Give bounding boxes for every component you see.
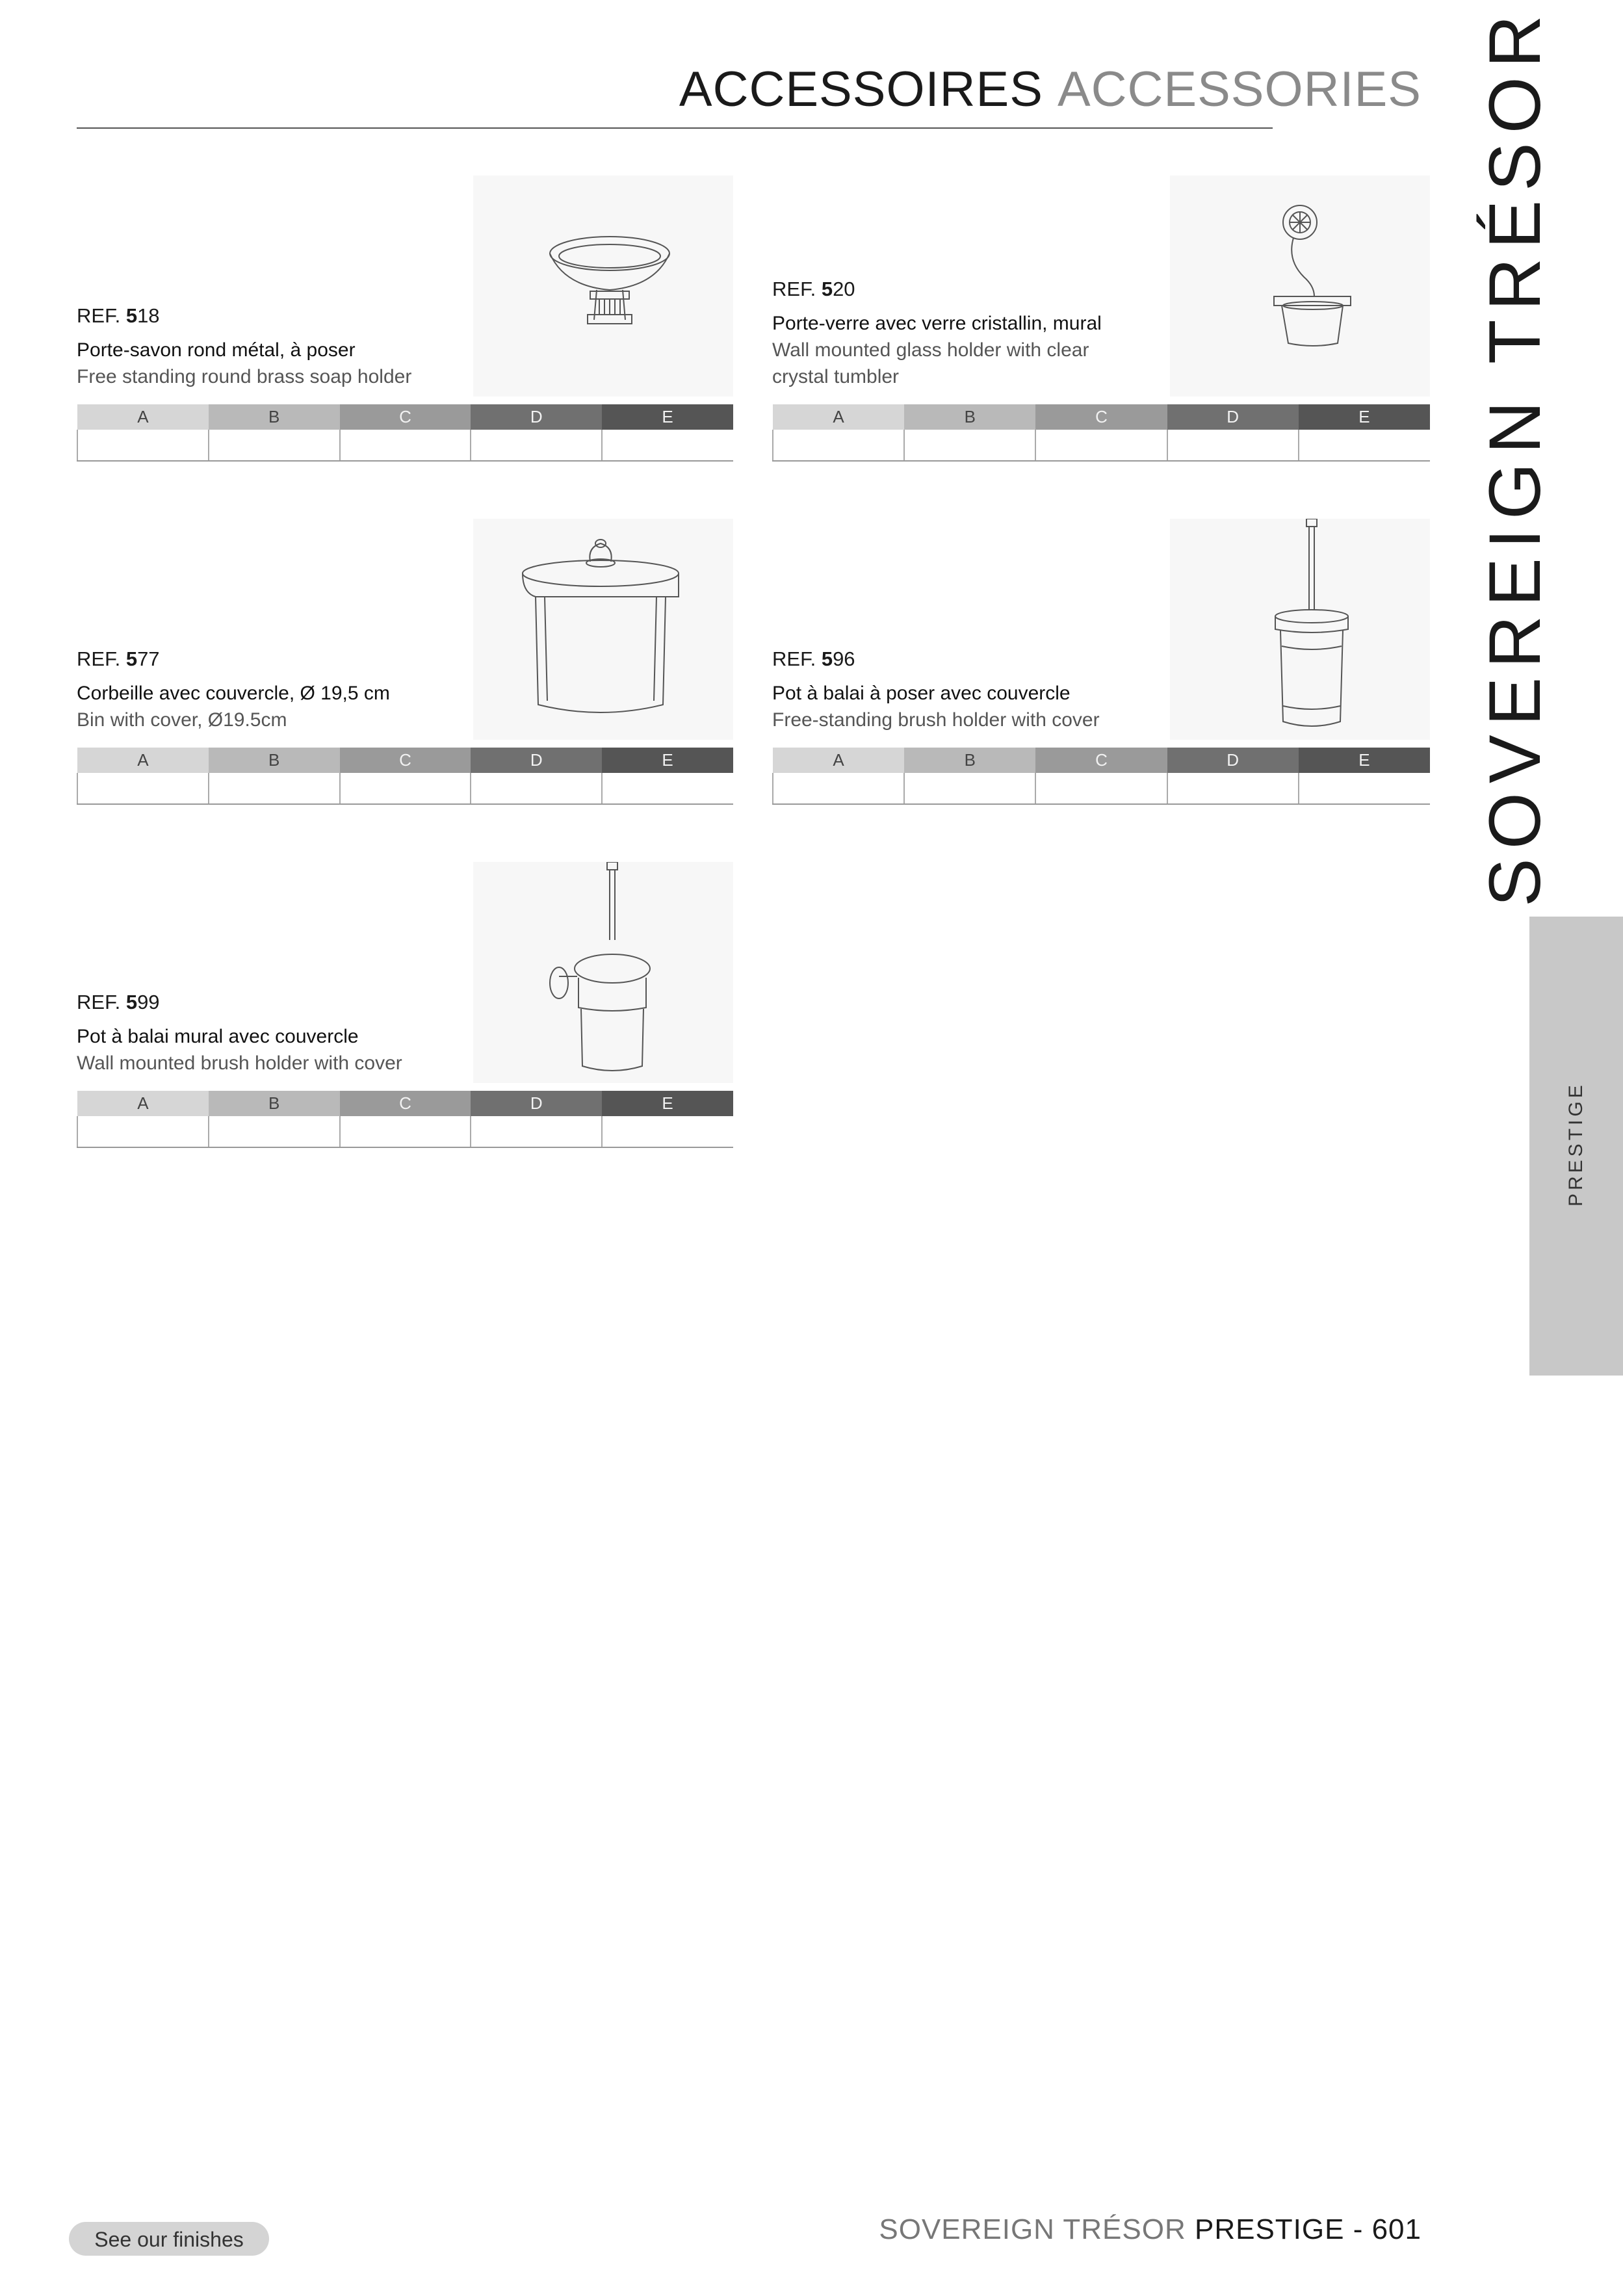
finish-cell — [904, 430, 1035, 461]
glass-holder-icon — [1170, 176, 1430, 397]
product-description-en: Bin with cover, Ø19.5cm — [77, 709, 287, 731]
finish-cell — [209, 773, 340, 804]
finish-cell — [1035, 773, 1167, 804]
bin-icon — [473, 519, 733, 740]
see-finishes-button[interactable]: See our finishes — [69, 2222, 269, 2256]
finish-header-e: E — [1299, 404, 1430, 430]
finish-header-d: D — [471, 748, 602, 773]
finish-cell — [77, 430, 209, 461]
product-ref: REF. 599 — [77, 990, 160, 1013]
product-ref: REF. 577 — [77, 647, 160, 670]
finish-header-e: E — [602, 1091, 733, 1116]
finish-cell — [340, 430, 471, 461]
finishes-table — [77, 404, 733, 462]
finish-cell — [77, 1116, 209, 1147]
finish-header-e: E — [602, 404, 733, 430]
product-description-en: Free standing round brass soap holder — [77, 365, 412, 387]
finish-header-a: A — [773, 748, 904, 773]
wall-brush-holder-icon — [473, 862, 733, 1083]
finish-cell — [602, 430, 733, 461]
finish-cell — [773, 773, 904, 804]
finish-header-b: B — [904, 404, 1035, 430]
product-card — [77, 519, 733, 805]
product-description-fr: Corbeille avec couvercle, Ø 19,5 cm — [77, 682, 390, 704]
product-description-fr: Porte-verre avec verre cristallin, mural — [772, 313, 1102, 334]
finish-cell — [77, 773, 209, 804]
finish-header-d: D — [471, 404, 602, 430]
finish-header-c: C — [340, 748, 471, 773]
finish-header-a: A — [77, 404, 209, 430]
finish-cell — [602, 773, 733, 804]
finish-cell — [602, 1116, 733, 1147]
finish-cell — [1299, 773, 1430, 804]
finish-header-c: C — [340, 1091, 471, 1116]
page-title — [679, 62, 1422, 117]
finishes-table — [77, 1091, 733, 1148]
title-french: ACCESSOIRES — [679, 62, 1043, 117]
finish-header-c: C — [340, 404, 471, 430]
finish-header-b: B — [209, 1091, 340, 1116]
product-card — [77, 176, 733, 462]
finish-header-e: E — [602, 748, 733, 773]
finish-cell — [773, 430, 904, 461]
finish-cell — [904, 773, 1035, 804]
title-english: ACCESSORIES — [1057, 62, 1422, 117]
header-divider — [77, 127, 1273, 129]
finish-header-e: E — [1299, 748, 1430, 773]
product-description-en: Wall mounted brush holder with cover — [77, 1052, 402, 1074]
finish-header-a: A — [77, 748, 209, 773]
finish-header-b: B — [209, 404, 340, 430]
finishes-table — [772, 404, 1430, 462]
finish-header-d: D — [471, 1091, 602, 1116]
brush-holder-icon — [1170, 519, 1430, 740]
product-description-en: Wall mounted glass holder with clear crystal tumbler — [772, 339, 1089, 387]
collection-vertical-title: SOVEREIGN TRÉSOR — [1474, 6, 1555, 907]
finish-cell — [1035, 430, 1167, 461]
section-tab-label: PRESTIGE — [1565, 1082, 1587, 1207]
product-card — [772, 176, 1430, 462]
soap-holder-icon — [473, 176, 733, 397]
product-description-en: Free-standing brush holder with cover — [772, 709, 1100, 731]
finish-cell — [209, 1116, 340, 1147]
product-description-fr: Pot à balai à poser avec couvercle — [772, 682, 1071, 704]
finish-cell — [340, 1116, 471, 1147]
footer-collection-page: PRESTIGE - 601 — [1194, 2213, 1422, 2245]
finish-cell — [471, 1116, 602, 1147]
finish-cell — [471, 430, 602, 461]
finish-header-c: C — [1035, 404, 1167, 430]
page-footer — [879, 2215, 1422, 2244]
finish-cell — [1167, 773, 1299, 804]
finishes-table — [77, 748, 733, 805]
finish-header-a: A — [77, 1091, 209, 1116]
finish-header-c: C — [1035, 748, 1167, 773]
finish-header-d: D — [1167, 748, 1299, 773]
finish-cell — [209, 430, 340, 461]
finish-header-a: A — [773, 404, 904, 430]
finishes-table — [772, 748, 1430, 805]
footer-brand: SOVEREIGN TRÉSOR — [879, 2213, 1186, 2245]
finish-header-b: B — [209, 748, 340, 773]
product-ref: REF. 518 — [77, 304, 160, 327]
product-description-fr: Pot à balai mural avec couvercle — [77, 1025, 359, 1047]
product-card — [772, 519, 1430, 805]
finish-cell — [1167, 430, 1299, 461]
finish-cell — [1299, 430, 1430, 461]
product-ref: REF. 596 — [772, 647, 855, 670]
product-card — [77, 862, 733, 1148]
finish-header-b: B — [904, 748, 1035, 773]
product-description-fr: Porte-savon rond métal, à poser — [77, 339, 356, 361]
product-ref: REF. 520 — [772, 278, 855, 300]
finish-header-d: D — [1167, 404, 1299, 430]
finish-cell — [471, 773, 602, 804]
finish-cell — [340, 773, 471, 804]
